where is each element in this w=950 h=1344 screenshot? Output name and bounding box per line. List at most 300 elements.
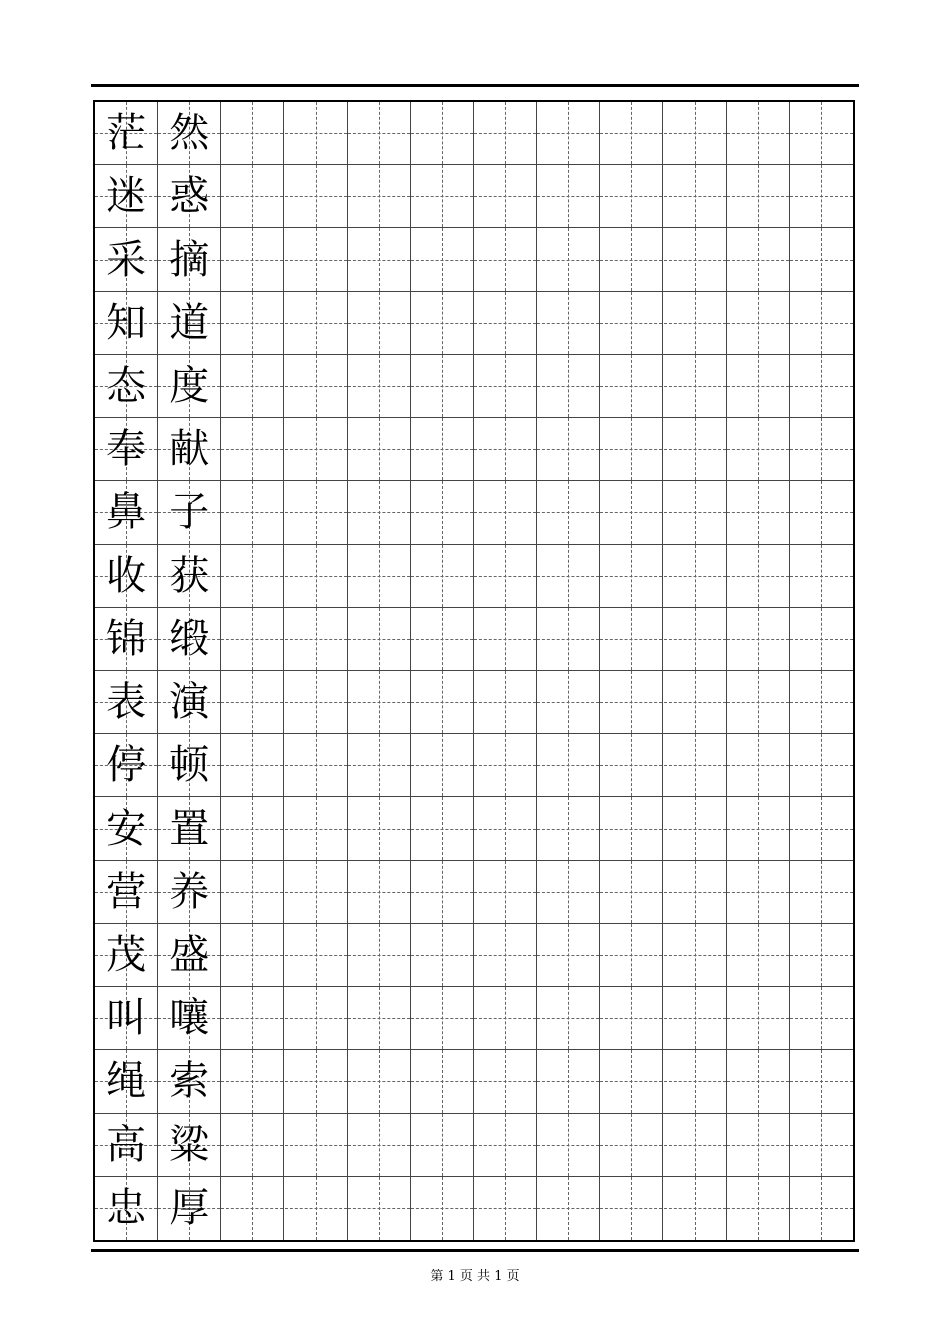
guide-line-vertical (758, 165, 759, 227)
guide-line-vertical (316, 987, 317, 1049)
practice-cell (537, 797, 600, 859)
practice-cell (474, 987, 537, 1049)
practice-cell (221, 1114, 284, 1176)
guide-line-vertical (695, 734, 696, 796)
guide-line-vertical (505, 1050, 506, 1112)
practice-cell (600, 608, 663, 670)
practice-cell (221, 797, 284, 859)
guide-line-vertical (695, 861, 696, 923)
practice-cell (790, 671, 853, 733)
model-character: 嚷 (169, 995, 210, 1042)
practice-cell (537, 1114, 600, 1176)
guide-line-vertical (442, 1177, 443, 1240)
guide-line-vertical (758, 1177, 759, 1240)
guide-line-vertical (505, 292, 506, 354)
guide-line-vertical (505, 102, 506, 164)
guide-line-vertical (379, 292, 380, 354)
practice-cell (348, 987, 411, 1049)
model-character: 高 (106, 1121, 147, 1168)
model-character: 收 (106, 552, 147, 599)
guide-line-vertical (631, 924, 632, 986)
practice-cell (221, 924, 284, 986)
guide-line-vertical (568, 102, 569, 164)
practice-cell (411, 292, 474, 354)
guide-line-vertical (316, 797, 317, 859)
top-rule (91, 84, 859, 87)
guide-line-vertical (379, 418, 380, 480)
model-character: 摘 (169, 236, 210, 283)
practice-cell (790, 734, 853, 796)
practice-cell (221, 545, 284, 607)
practice-cell (474, 102, 537, 164)
practice-cell (411, 545, 474, 607)
model-character: 然 (169, 110, 210, 157)
model-character: 顿 (169, 742, 210, 789)
practice-cell (285, 1050, 348, 1112)
practice-cell (285, 987, 348, 1049)
guide-line-vertical (758, 924, 759, 986)
guide-line-vertical (379, 734, 380, 796)
practice-cell (727, 481, 790, 543)
guide-line-vertical (631, 1114, 632, 1176)
practice-cell (537, 228, 600, 290)
practice-cell (411, 671, 474, 733)
guide-line-vertical (821, 545, 822, 607)
model-character: 置 (169, 805, 210, 852)
guide-line-vertical (568, 228, 569, 290)
page-footer: 第 1 页 共 1 页 (430, 1269, 520, 1284)
guide-line-vertical (505, 734, 506, 796)
guide-line-vertical (821, 292, 822, 354)
guide-line-vertical (758, 608, 759, 670)
practice-cell (664, 797, 727, 859)
practice-cell (727, 102, 790, 164)
guide-line-vertical (695, 292, 696, 354)
practice-cell (474, 608, 537, 670)
guide-line-vertical (505, 924, 506, 986)
guide-line-vertical (252, 481, 253, 543)
practice-cell (474, 165, 537, 227)
guide-line-vertical (252, 292, 253, 354)
guide-line-vertical (316, 481, 317, 543)
guide-line-vertical (252, 1050, 253, 1112)
practice-cell (221, 861, 284, 923)
practice-cell (221, 165, 284, 227)
guide-line-vertical (758, 987, 759, 1049)
guide-line-vertical (695, 987, 696, 1049)
practice-cell (411, 924, 474, 986)
guide-line-vertical (758, 228, 759, 290)
grid-row (95, 797, 853, 860)
model-character: 厚 (169, 1185, 210, 1232)
practice-cell (221, 355, 284, 417)
practice-cell (411, 228, 474, 290)
practice-cell (221, 102, 284, 164)
practice-cell (727, 1050, 790, 1112)
guide-line-vertical (821, 861, 822, 923)
practice-cell (221, 1050, 284, 1112)
guide-line-vertical (379, 924, 380, 986)
character-cell (95, 797, 158, 859)
model-character: 度 (169, 362, 210, 409)
practice-cell (474, 734, 537, 796)
guide-line-vertical (568, 1177, 569, 1240)
practice-cell (537, 924, 600, 986)
model-character: 获 (169, 552, 210, 599)
character-cell (95, 924, 158, 986)
model-character: 茫 (106, 110, 147, 157)
guide-line-vertical (316, 1050, 317, 1112)
practice-cell (348, 797, 411, 859)
practice-cell (411, 861, 474, 923)
guide-line-vertical (568, 861, 569, 923)
practice-cell (664, 671, 727, 733)
character-cell (158, 608, 221, 670)
guide-line-vertical (505, 418, 506, 480)
guide-line-vertical (758, 102, 759, 164)
practice-cell (790, 987, 853, 1049)
guide-line-vertical (821, 418, 822, 480)
practice-cell (600, 734, 663, 796)
guide-line-vertical (695, 545, 696, 607)
guide-line-vertical (379, 481, 380, 543)
practice-cell (727, 165, 790, 227)
grid-row (95, 228, 853, 291)
guide-line-vertical (316, 1114, 317, 1176)
grid-row (95, 987, 853, 1050)
guide-line-vertical (821, 102, 822, 164)
guide-line-vertical (568, 987, 569, 1049)
practice-cell (285, 734, 348, 796)
practice-cell (285, 102, 348, 164)
practice-cell (600, 292, 663, 354)
guide-line-vertical (631, 102, 632, 164)
guide-line-vertical (316, 1177, 317, 1240)
guide-line-vertical (695, 671, 696, 733)
character-cell (95, 1177, 158, 1240)
model-character: 缎 (169, 615, 210, 662)
guide-line-vertical (695, 481, 696, 543)
guide-line-vertical (821, 481, 822, 543)
practice-cell (411, 608, 474, 670)
practice-cell (411, 355, 474, 417)
practice-cell (348, 355, 411, 417)
model-character: 子 (169, 489, 210, 536)
guide-line-vertical (631, 1177, 632, 1240)
practice-cell (348, 861, 411, 923)
grid-row (95, 1050, 853, 1113)
practice-cell (474, 481, 537, 543)
practice-cell (221, 1177, 284, 1240)
practice-cell (727, 1177, 790, 1240)
guide-line-vertical (758, 861, 759, 923)
guide-line-vertical (316, 734, 317, 796)
practice-cell (221, 418, 284, 480)
practice-cell (285, 545, 348, 607)
practice-cell (600, 165, 663, 227)
model-character: 盛 (169, 931, 210, 978)
model-character: 奉 (106, 426, 147, 473)
practice-grid (93, 100, 855, 1242)
guide-line-vertical (568, 671, 569, 733)
guide-line-vertical (568, 797, 569, 859)
guide-line-vertical (631, 355, 632, 417)
model-character: 态 (106, 362, 147, 409)
character-cell (158, 924, 221, 986)
grid-row (95, 481, 853, 544)
guide-line-vertical (821, 671, 822, 733)
guide-line-vertical (695, 355, 696, 417)
practice-cell (348, 545, 411, 607)
practice-cell (600, 481, 663, 543)
guide-line-vertical (379, 1050, 380, 1112)
guide-line-vertical (379, 987, 380, 1049)
practice-cell (285, 292, 348, 354)
practice-cell (727, 355, 790, 417)
practice-cell (348, 481, 411, 543)
practice-cell (285, 861, 348, 923)
practice-cell (474, 861, 537, 923)
practice-cell (411, 987, 474, 1049)
guide-line-vertical (631, 797, 632, 859)
practice-cell (474, 292, 537, 354)
guide-line-vertical (442, 987, 443, 1049)
guide-line-vertical (442, 165, 443, 227)
practice-cell (537, 608, 600, 670)
practice-cell (600, 1050, 663, 1112)
practice-cell (537, 1050, 600, 1112)
guide-line-vertical (505, 797, 506, 859)
guide-line-vertical (316, 165, 317, 227)
guide-line-vertical (758, 481, 759, 543)
guide-line-vertical (568, 481, 569, 543)
guide-line-vertical (568, 545, 569, 607)
practice-cell (790, 1177, 853, 1240)
guide-line-vertical (252, 608, 253, 670)
character-cell (158, 671, 221, 733)
practice-cell (600, 924, 663, 986)
guide-line-vertical (442, 608, 443, 670)
practice-cell (537, 987, 600, 1049)
practice-cell (221, 987, 284, 1049)
character-cell (158, 797, 221, 859)
practice-cell (727, 797, 790, 859)
guide-line-vertical (568, 1114, 569, 1176)
guide-line-vertical (379, 1114, 380, 1176)
guide-line-vertical (568, 355, 569, 417)
practice-cell (285, 481, 348, 543)
guide-line-vertical (442, 1050, 443, 1112)
guide-line-vertical (316, 924, 317, 986)
practice-cell (790, 1114, 853, 1176)
model-character: 营 (106, 868, 147, 915)
guide-line-vertical (631, 545, 632, 607)
grid-row (95, 1177, 853, 1240)
guide-line-vertical (821, 1177, 822, 1240)
practice-cell (348, 924, 411, 986)
practice-cell (348, 418, 411, 480)
grid-row (95, 165, 853, 228)
practice-cell (285, 797, 348, 859)
practice-cell (790, 545, 853, 607)
guide-line-vertical (568, 418, 569, 480)
practice-cell (537, 671, 600, 733)
model-character: 演 (169, 679, 210, 726)
practice-cell (600, 671, 663, 733)
practice-cell (790, 355, 853, 417)
grid-row (95, 734, 853, 797)
guide-line-vertical (695, 797, 696, 859)
guide-line-vertical (379, 165, 380, 227)
practice-cell (474, 797, 537, 859)
practice-cell (790, 924, 853, 986)
guide-line-vertical (695, 1114, 696, 1176)
practice-cell (600, 1114, 663, 1176)
guide-line-vertical (379, 102, 380, 164)
practice-cell (411, 1050, 474, 1112)
guide-line-vertical (442, 861, 443, 923)
guide-line-vertical (821, 355, 822, 417)
guide-line-vertical (442, 418, 443, 480)
guide-line-vertical (821, 924, 822, 986)
practice-cell (790, 797, 853, 859)
practice-cell (285, 228, 348, 290)
practice-cell (790, 1050, 853, 1112)
practice-cell (664, 418, 727, 480)
guide-line-vertical (252, 545, 253, 607)
grid-row (95, 608, 853, 671)
guide-line-vertical (631, 292, 632, 354)
character-cell (158, 1177, 221, 1240)
model-character: 索 (169, 1058, 210, 1105)
model-character: 茂 (106, 931, 147, 978)
practice-cell (411, 418, 474, 480)
practice-cell (664, 165, 727, 227)
practice-cell (474, 418, 537, 480)
guide-line-vertical (505, 987, 506, 1049)
guide-line-vertical (821, 608, 822, 670)
practice-cell (537, 545, 600, 607)
guide-line-vertical (695, 608, 696, 670)
practice-cell (348, 1050, 411, 1112)
bottom-rule (91, 1249, 859, 1252)
guide-line-vertical (631, 165, 632, 227)
guide-line-vertical (442, 545, 443, 607)
guide-line-vertical (821, 987, 822, 1049)
practice-cell (474, 545, 537, 607)
guide-line-vertical (821, 228, 822, 290)
guide-line-vertical (758, 292, 759, 354)
character-cell (95, 481, 158, 543)
practice-cell (348, 734, 411, 796)
guide-line-vertical (758, 418, 759, 480)
guide-line-vertical (821, 165, 822, 227)
guide-line-vertical (758, 1050, 759, 1112)
guide-line-vertical (379, 861, 380, 923)
practice-cell (411, 1177, 474, 1240)
character-cell (158, 102, 221, 164)
practice-cell (348, 1177, 411, 1240)
practice-cell (537, 418, 600, 480)
guide-line-vertical (442, 102, 443, 164)
guide-line-vertical (568, 1050, 569, 1112)
guide-line-vertical (379, 1177, 380, 1240)
guide-line-vertical (695, 102, 696, 164)
practice-cell (474, 671, 537, 733)
guide-line-vertical (631, 481, 632, 543)
guide-line-vertical (316, 608, 317, 670)
guide-line-vertical (821, 734, 822, 796)
guide-line-vertical (758, 797, 759, 859)
guide-line-vertical (252, 355, 253, 417)
practice-cell (600, 228, 663, 290)
practice-cell (790, 165, 853, 227)
practice-cell (285, 671, 348, 733)
practice-cell (221, 608, 284, 670)
practice-cell (285, 924, 348, 986)
practice-cell (664, 102, 727, 164)
character-cell (95, 418, 158, 480)
guide-line-vertical (821, 1114, 822, 1176)
practice-cell (664, 861, 727, 923)
guide-line-vertical (821, 1050, 822, 1112)
practice-cell (221, 734, 284, 796)
model-character: 停 (106, 742, 147, 789)
guide-line-vertical (758, 1114, 759, 1176)
model-character: 养 (169, 868, 210, 915)
practice-cell (727, 924, 790, 986)
character-cell (95, 545, 158, 607)
guide-line-vertical (442, 924, 443, 986)
practice-cell (348, 671, 411, 733)
practice-cell (285, 1177, 348, 1240)
guide-line-vertical (695, 1177, 696, 1240)
guide-line-vertical (379, 545, 380, 607)
practice-cell (221, 292, 284, 354)
guide-line-vertical (379, 671, 380, 733)
guide-line-vertical (505, 608, 506, 670)
grid-row (95, 861, 853, 924)
character-cell (158, 1114, 221, 1176)
practice-cell (790, 418, 853, 480)
guide-line-vertical (695, 228, 696, 290)
grid-row (95, 102, 853, 165)
practice-cell (727, 671, 790, 733)
guide-line-vertical (631, 671, 632, 733)
model-character: 迷 (106, 173, 147, 220)
grid-row (95, 924, 853, 987)
practice-cell (790, 292, 853, 354)
guide-line-vertical (505, 671, 506, 733)
practice-cell (790, 481, 853, 543)
guide-line-vertical (568, 924, 569, 986)
guide-line-vertical (505, 1177, 506, 1240)
grid-row (95, 355, 853, 418)
model-character: 知 (106, 299, 147, 346)
guide-line-vertical (695, 924, 696, 986)
character-cell (158, 481, 221, 543)
guide-line-vertical (316, 355, 317, 417)
guide-line-vertical (442, 671, 443, 733)
guide-line-vertical (505, 1114, 506, 1176)
practice-cell (727, 1114, 790, 1176)
guide-line-vertical (252, 1114, 253, 1176)
guide-line-vertical (758, 355, 759, 417)
practice-cell (790, 228, 853, 290)
practice-cell (537, 292, 600, 354)
character-cell (158, 545, 221, 607)
practice-cell (221, 228, 284, 290)
